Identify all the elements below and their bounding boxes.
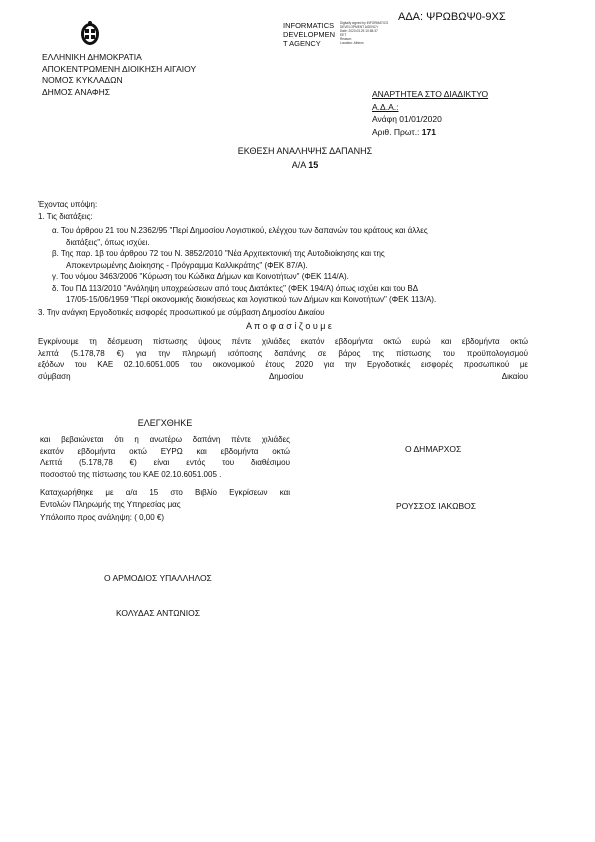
checked-text — [40, 434, 290, 480]
provision-line: α. Του άρθρου 21 του Ν.2362/95 "Περί Δημοσίου Λογιστικού, ελέγχου των δαπανών του κράτους και άλλες — [52, 226, 428, 235]
publish-label: ΑΝΑΡΤΗΤΕΑ ΣΤΟ ΔΙΑΔΙΚΤΥΟ — [372, 89, 489, 99]
signature-fine-print: Digitally signed by INFORMATICS DEVELOPMENT AGENCY Date: 2020.03.25 10:58:37 EET Reason: Location: Athens — [340, 21, 389, 45]
provision-line: διατάξεις", όπως ισχύει. — [66, 237, 150, 247]
signature-block — [283, 21, 338, 48]
provision-line: δ. Του ΠΔ 113/2010 "Ανάληψη υποχρεώσεων από τους Διατάκτες" (ΦΕΚ 194/Α) όπως ισχύει και του ΒΔ — [52, 283, 419, 293]
officer-name: ΚΟΛΥΔΑΣ ΑΝΤΩΝΙΟΣ — [116, 608, 201, 618]
protocol-label: Αριθ. Πρωτ.: — [372, 126, 420, 137]
checked-line: Λεπτά (5.178,78 €) είναι εντός του διαθέσιμου — [40, 458, 290, 467]
document-aa — [0, 160, 595, 171]
decision-line: Εγκρίνουμε τη δέσμευση πίστωσης ύψους πέντε χιλιάδες εκατόν εβδομήντα οκτώ ευρώ και εβδομήντα οκτώ — [38, 337, 528, 346]
mayor-title: Ο ΔΗΜΑΡΧΟΣ — [405, 444, 462, 454]
checked-line: ποσοστού της πίστωσης του ΚΑΕ 02.10.6051.005 . — [40, 469, 222, 479]
publish-block — [372, 88, 488, 138]
protocol-value: 171 — [421, 126, 436, 137]
decision-line: εξόδων του ΚΑΕ 02.10.6051.005 του οικονομικού έτους 2020 για την Εργοδοτικές εισφορές προσωπικού με — [38, 360, 528, 369]
recorded-line: Εντολών Πληρωμής της Υπηρεσίας μας — [40, 499, 181, 509]
document-title: ΕΚΘΕΣΗ ΑΝΑΛΗΨΗΣ ΔΑΠΑΝΗΣ — [237, 146, 373, 156]
decision-last-line: σύμβαση Δημοσίου Δικαίου — [38, 371, 528, 381]
checked-line: και βεβαιώνεται ότι η ανωτέρω δαπάνη πέντε χιλιάδες — [40, 435, 290, 444]
issuer-header — [42, 52, 196, 98]
mayor-name: ΡΟΥΣΣΟΣ ΙΑΚΩΒΟΣ — [396, 501, 477, 511]
protocol-number — [372, 126, 488, 139]
header-line: ΕΛΛΗΝΙΚΗ ΔΗΜΟΚΡΑΤΙΑ — [42, 52, 142, 62]
signature-line: INFORMATICS — [283, 21, 335, 30]
aa-label: Α/Α — [291, 160, 306, 170]
decision-line: λεπτά (5.178,78 €) για την πληρωμή ισόποσης δαπάνης σε βάρος της πίστωσης του προϋπολογισμού — [38, 348, 528, 358]
signature-line: T AGENCY — [283, 39, 321, 48]
provision-line: 17/05-15/06/1959 "Περί οικονομικής διοικήσεως και λογιστικού των Δήμων και Κοινοτήτων" (ΦΕΚ 113/Α). — [66, 295, 437, 304]
decision-heading: Α π ο φ α σ ί ζ ο υ μ ε — [246, 321, 332, 331]
ada-label: Α.Δ.Α.: — [372, 101, 399, 112]
ada-code: ΑΔΑ: ΨΡΩΒΩΨ0-9ΧΣ — [398, 11, 506, 23]
provision-line: Αποκεντρωμένης Διοίκησης - Πρόγραμμα Καλλικράτης" (ΦΕΚ 87/Α). — [66, 260, 308, 270]
officer-title: Ο ΑΡΜΟΔΙΟΣ ΥΠΑΛΛΗΛΟΣ — [104, 573, 212, 583]
decision-text — [38, 336, 528, 382]
provision-line: β. Της παρ. 1β του άρθρου 72 του Ν. 3852/2010 "Νέα Αρχιτεκτονική της Αυτοδιοίκησης και της — [52, 249, 385, 258]
provision-line: γ. Του νόμου 3463/2006 "Κύρωση του Κώδικα Δήμων και Κοινοτήτων" (ΦΕΚ 114/Α). — [52, 272, 349, 281]
considering-heading: Έχοντας υπόψη: — [38, 200, 98, 209]
recorded-line: Καταχωρήθηκε με α/α 15 στο Βιβλίο Εγκρίσεων και — [40, 488, 290, 497]
signature-line: DEVELOPMEN — [283, 30, 336, 39]
remaining-amount: Υπόλοιπο προς ανάληψη: ( 0,00 €) — [40, 513, 165, 522]
publish-date: Ανάφη 01/01/2020 — [372, 114, 442, 124]
considering-item-3: 3. Την ανάγκη Εργοδοτικές εισφορές προσωπικού με σύμβαση Δημοσίου Δικαίου — [38, 308, 325, 317]
header-line: ΝΟΜΟΣ ΚΥΚΛΑΔΩΝ — [42, 75, 123, 85]
recorded-text — [40, 487, 290, 510]
greek-seal-icon — [79, 20, 101, 46]
considering-item-1: 1. Τις διατάξεις: — [38, 212, 93, 221]
header-line: ΑΠΟΚΕΝΤΡΩΜΕΝΗ ΔΙΟΙΚΗΣΗ ΑΙΓΑΙΟΥ — [42, 63, 197, 74]
checked-line: εκατόν εβδομήντα οκτώ ΕΥΡΩ και εβδομήντα οκτώ — [40, 446, 290, 456]
aa-number: 15 — [308, 160, 319, 170]
provisions-list — [52, 225, 436, 306]
checked-heading: ΕΛΕΓΧΘΗΚΕ — [137, 418, 193, 428]
header-line: ΔΗΜΟΣ ΑΝΑΦΗΣ — [42, 86, 111, 97]
